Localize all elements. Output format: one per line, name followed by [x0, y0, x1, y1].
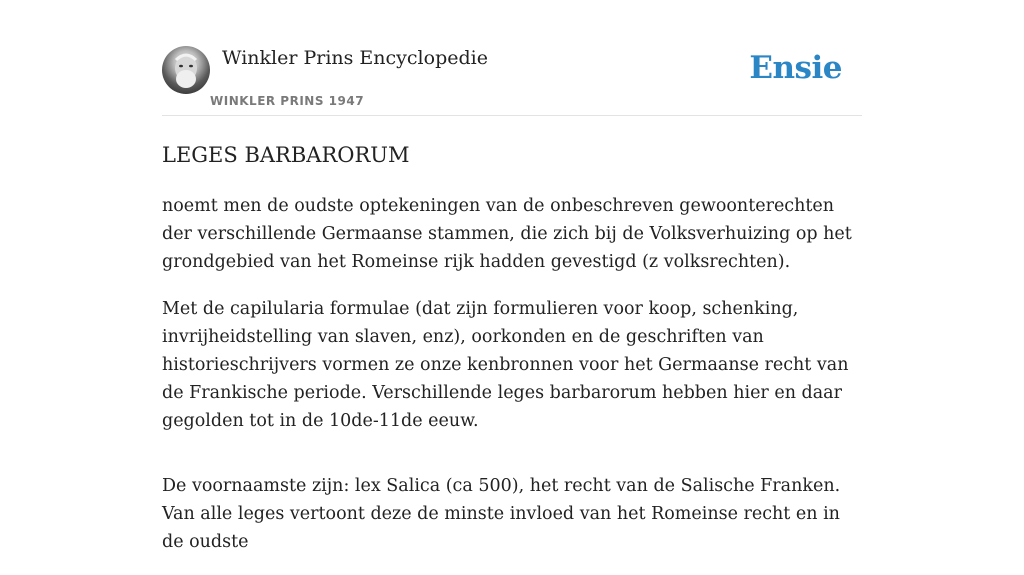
article-paragraph-2: Met de capilularia formulae (dat zijn formulieren voor koop, schenking, invrijheidstelling van slaven, enz), oorkonden en de geschriften van historieschrijvers vormen ze onze kenbronnen voor het Germaanse recht van de Frankische periode. Verschillende leges barbarorum hebben hier en daar gegolden tot in de 10de-11de eeuw. [162, 299, 849, 431]
header [162, 46, 862, 116]
ensie-logo-link[interactable]: Ensie [749, 50, 842, 86]
article [162, 140, 862, 575]
publication-subtitle: WINKLER PRINS 1947 [210, 94, 365, 108]
article-title: LEGES BARBARORUM [162, 143, 410, 167]
publication-title[interactable]: Winkler Prins Encyclopedie [222, 47, 488, 69]
article-paragraph-1: noemt men de oudste optekeningen van de onbeschreven gewoonterechten der verschillende Germaanse stammen, die zich bij de Volksverhuizing op het grondgebied van het Romeinse rijk hadden gevestigd (z volksrechten). [162, 196, 852, 272]
article-paragraph-3: De voornaamste zijn: lex Salica (ca 500), het recht van de Salische Franken. Van alle leges vertoont deze de minste invloed van het Romeinse recht en in de oudste [162, 476, 841, 552]
header-divider [162, 115, 862, 116]
author-portrait-icon[interactable] [162, 46, 210, 94]
